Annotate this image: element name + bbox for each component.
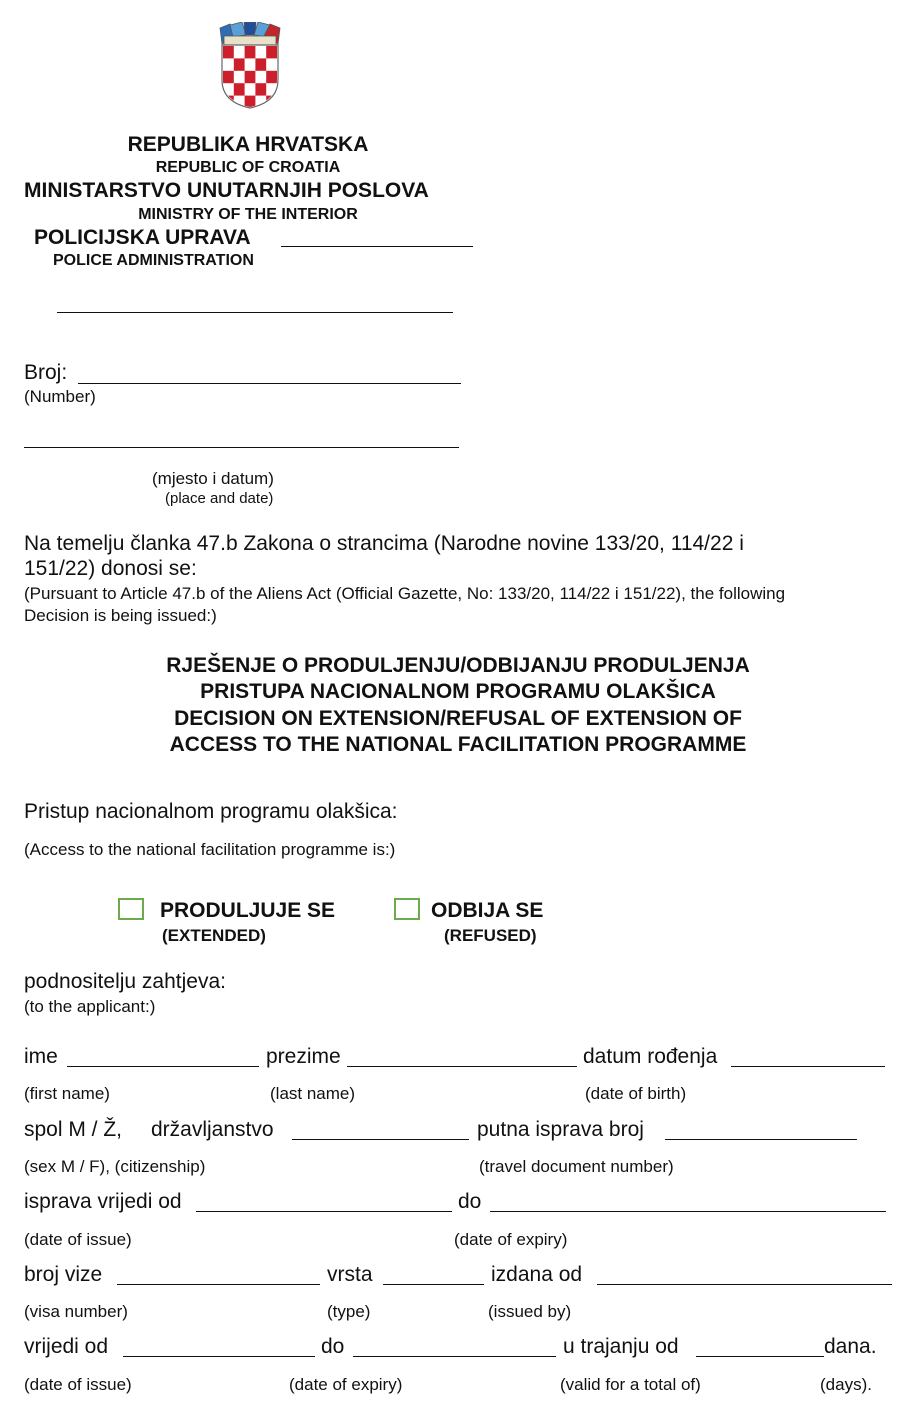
ministry-name-en: MINISTRY OF THE INTERIOR: [138, 206, 358, 223]
citizenship-label: državljanstvo: [151, 1118, 274, 1141]
police-administration-hr: POLICIJSKA UPRAVA: [34, 226, 251, 249]
ministry-name-hr: MINISTARSTVO UNUTARNJIH POSLOVA: [24, 179, 429, 202]
valid-to-label-en: (date of expiry): [289, 1375, 403, 1394]
visa-type-field[interactable]: [383, 1284, 484, 1285]
date-of-birth-label: datum rođenja: [583, 1045, 718, 1068]
visa-number-label-en: (visa number): [24, 1302, 128, 1321]
document-valid-to-field[interactable]: [490, 1211, 886, 1212]
last-name-field[interactable]: [347, 1066, 577, 1067]
valid-to-label: do: [321, 1335, 345, 1358]
sex-citizenship-label-en: (sex M / F), (citizenship): [24, 1157, 206, 1176]
number-field[interactable]: [78, 383, 461, 384]
last-name-label-en: (last name): [270, 1084, 356, 1103]
visa-type-label-en: (type): [327, 1302, 371, 1321]
place-date-field[interactable]: [24, 447, 459, 448]
number-label: Broj:: [24, 361, 68, 384]
refused-label-hr: ODBIJA SE: [431, 899, 544, 922]
travel-document-field[interactable]: [665, 1139, 857, 1140]
applicant-label-hr: podnositelju zahtjeva:: [24, 970, 226, 993]
access-label-en: (Access to the national facilitation programme is:): [24, 840, 396, 859]
number-label-en: (Number): [24, 387, 96, 406]
days-label: dana.: [824, 1335, 877, 1358]
duration-field[interactable]: [696, 1356, 824, 1357]
place-date-label-en: (place and date): [165, 490, 274, 507]
document-valid-from-label: isprava vrijedi od: [24, 1190, 182, 1213]
decision-title-line4: ACCESS TO THE NATIONAL FACILITATION PROGRAMME: [169, 733, 747, 756]
date-of-birth-label-en: (date of birth): [585, 1084, 687, 1103]
visa-issued-by-field[interactable]: [597, 1284, 892, 1285]
police-administration-field[interactable]: [281, 246, 473, 247]
travel-document-label-en: (travel document number): [479, 1157, 674, 1176]
extended-label-en: (EXTENDED): [162, 926, 266, 945]
intro-text-line1: Na temelju članka 47.b Zakona o strancima (Narodne novine 133/20, 114/22 i: [24, 532, 744, 555]
sex-label: spol M / Ž,: [24, 1118, 123, 1141]
refused-checkbox[interactable]: [394, 898, 420, 920]
valid-from-label-en: (date of issue): [24, 1375, 132, 1394]
country-name-en: REPUBLIC OF CROATIA: [155, 159, 341, 176]
extended-label-hr: PRODULJUJE SE: [160, 899, 336, 922]
access-label-hr: Pristup nacionalnom programu olakšica:: [24, 800, 398, 823]
valid-from-label: vrijedi od: [24, 1335, 109, 1358]
document-valid-to-label-en: (date of expiry): [454, 1230, 568, 1249]
first-name-label-en: (first name): [24, 1084, 110, 1103]
country-name-hr: REPUBLIKA HRVATSKA: [127, 133, 369, 156]
visa-number-label: broj vize: [24, 1263, 103, 1286]
visa-type-label: vrsta: [327, 1263, 373, 1286]
extended-checkbox[interactable]: [118, 898, 144, 920]
refused-label-en: (REFUSED): [444, 926, 537, 945]
decision-title-line2: PRISTUPA NACIONALNOM PROGRAMU OLAKŠICA: [200, 680, 716, 703]
first-name-field[interactable]: [67, 1066, 259, 1067]
visa-issued-by-label: izdana od: [491, 1263, 583, 1286]
duration-label: u trajanju od: [563, 1335, 679, 1358]
decision-title-line1: RJEŠENJE O PRODULJENJU/ODBIJANJU PRODULJENJA: [166, 654, 750, 677]
citizenship-field[interactable]: [292, 1139, 469, 1140]
first-name-label: ime: [24, 1045, 58, 1068]
duration-label-en: (valid for a total of): [560, 1375, 701, 1394]
intro-text-en-line1: (Pursuant to Article 47.b of the Aliens Act (Official Gazette, No: 133/20, 114/22 i 151/22), the following: [24, 584, 786, 603]
police-administration-en: POLICE ADMINISTRATION: [53, 252, 254, 269]
applicant-label-en: (to the applicant:): [24, 997, 156, 1016]
days-label-en: (days).: [820, 1375, 872, 1394]
travel-document-label: putna isprava broj: [477, 1118, 644, 1141]
valid-to-field[interactable]: [353, 1356, 556, 1357]
decision-title-line3: DECISION ON EXTENSION/REFUSAL OF EXTENSION OF: [174, 707, 742, 730]
visa-number-field[interactable]: [117, 1284, 320, 1285]
document-valid-from-field[interactable]: [196, 1211, 452, 1212]
croatian-coat-of-arms-icon: [216, 22, 284, 110]
valid-from-field[interactable]: [123, 1356, 315, 1357]
intro-text-line2: 151/22) donosi se:: [24, 557, 197, 580]
last-name-label: prezime: [266, 1045, 341, 1068]
visa-issued-by-label-en: (issued by): [488, 1302, 572, 1321]
date-of-birth-field[interactable]: [731, 1066, 885, 1067]
document-valid-to-label: do: [458, 1190, 482, 1213]
intro-text-en-line2: Decision is being issued:): [24, 606, 217, 625]
department-field[interactable]: [57, 312, 453, 313]
document-valid-from-label-en: (date of issue): [24, 1230, 132, 1249]
place-date-label-hr: (mjesto i datum): [152, 469, 274, 488]
